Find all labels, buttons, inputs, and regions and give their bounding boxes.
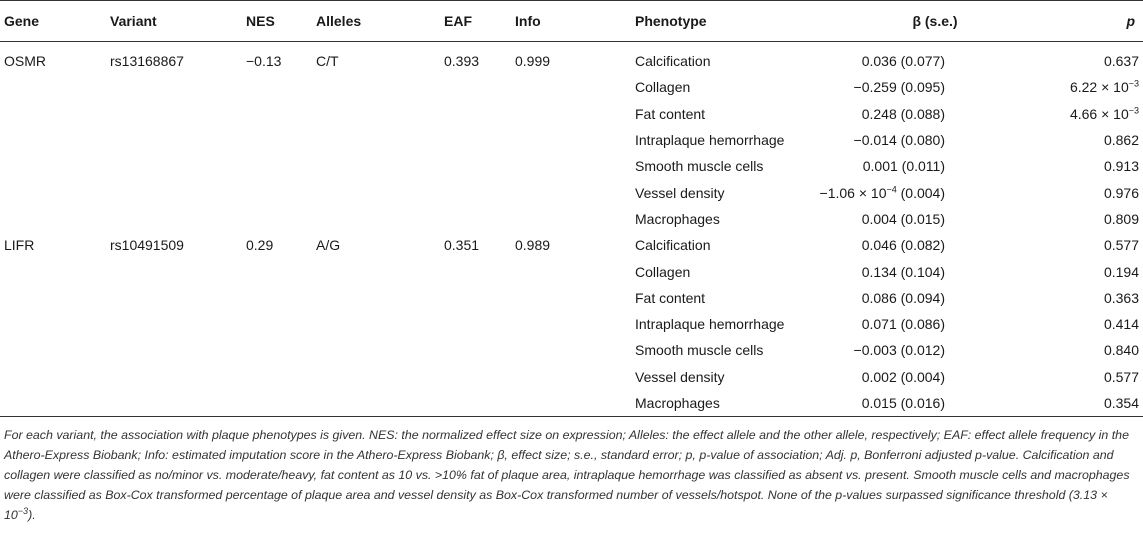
- cell-info: [515, 232, 631, 258]
- cell-alleles: [312, 311, 416, 337]
- cell-gene: [0, 232, 110, 258]
- cell-variant: [110, 101, 226, 127]
- cell-p-text: 0.414: [1103, 316, 1139, 333]
- cell-p-text: 0.577: [1103, 237, 1139, 254]
- cell-p: [1053, 232, 1143, 258]
- footnote-exponent: −3: [17, 506, 29, 517]
- cell-alleles-text: A/G: [316, 237, 341, 254]
- table-row: [0, 179, 1143, 205]
- cell-eaf-text: 0.351: [444, 237, 480, 254]
- cell-phenotype: [631, 74, 813, 100]
- footnote-text: For each variant, the association with plaque phenotypes is given. NES: the normalized effect size on expression; Alleles: the effect allele and the other allele, respectively; EAF: effect allele frequency in the Athero-Express Biobank; Info: estimated imputation score in the Athero-Express Biobank; β, effect size; s.e., standard error; p, p-value of association; Adj. p, Bonferroni adjusted p-value. Calcification and collagen were classified as no/minor vs. moderate/heavy, fat content as 10 vs. >10% fat of plaque area, intraplaque hemorrhage was classified as absent vs. present. Smooth muscle cells and macrophages were classified as Box-Cox transformed percentage of plaque area and vessel density as Box-Cox transformed number of vessels/hotspot. None of the p-values surpassed significance threshold (3.13 × 10: [4, 428, 1130, 523]
- cell-p: [1053, 101, 1143, 127]
- cell-gene: [0, 390, 110, 417]
- cell-gene: [0, 258, 110, 284]
- cell-p-text: 0.577: [1103, 368, 1139, 385]
- cell-alleles: [312, 127, 416, 153]
- cell-eaf: [416, 153, 515, 179]
- cell-beta-tail: (0.004): [896, 184, 945, 201]
- cell-nes: [226, 232, 312, 258]
- cell-alleles: [312, 179, 416, 205]
- cell-phenotype: [631, 127, 813, 153]
- cell-eaf: [416, 364, 515, 390]
- cell-variant: [110, 179, 226, 205]
- cell-beta: [813, 232, 1053, 258]
- cell-eaf: [416, 337, 515, 363]
- cell-nes-text: 0.29: [246, 237, 274, 254]
- table-row: [0, 311, 1143, 337]
- header-eaf: EAF: [416, 1, 515, 42]
- cell-nes: [226, 206, 312, 232]
- cell-alleles: [312, 74, 416, 100]
- cell-beta-text: 0.001 (0.011): [862, 158, 945, 175]
- cell-p-text: 0.637: [1103, 53, 1139, 70]
- table-row: [0, 74, 1143, 100]
- cell-eaf: [416, 74, 515, 100]
- cell-info: [515, 127, 631, 153]
- cell-variant: [110, 258, 226, 284]
- cell-phenotype-text: Calcification: [635, 53, 711, 70]
- cell-info: [515, 337, 631, 363]
- header-gene: Gene: [0, 1, 110, 42]
- table-row: [0, 285, 1143, 311]
- cell-variant-text: rs10491509: [110, 237, 184, 254]
- header-nes: NES: [226, 1, 312, 42]
- cell-beta-text: 0.248 (0.088): [861, 105, 945, 122]
- cell-beta-text: 0.071 (0.086): [861, 316, 945, 333]
- cell-p: [1053, 364, 1143, 390]
- cell-alleles-text: C/T: [316, 53, 339, 70]
- cell-beta: [813, 74, 1053, 100]
- cell-phenotype: [631, 364, 813, 390]
- cell-alleles: [312, 101, 416, 127]
- cell-variant: [110, 153, 226, 179]
- cell-p: [1053, 153, 1143, 179]
- footnote-tail: ).: [28, 508, 36, 523]
- cell-p-exponent: −3: [1128, 78, 1139, 89]
- cell-beta: [813, 42, 1053, 75]
- cell-beta-text: −1.06 × 10: [819, 184, 887, 201]
- table-row: [0, 258, 1143, 284]
- cell-beta: [813, 101, 1053, 127]
- cell-gene: [0, 179, 110, 205]
- cell-variant: [110, 42, 226, 75]
- cell-eaf: [416, 127, 515, 153]
- table-row: [0, 390, 1143, 417]
- cell-phenotype-text: Macrophages: [635, 210, 720, 227]
- cell-gene: [0, 42, 110, 75]
- cell-beta-text: 0.015 (0.016): [861, 395, 945, 411]
- cell-info: [515, 311, 631, 337]
- cell-nes: [226, 101, 312, 127]
- header-p: p: [1053, 1, 1143, 42]
- cell-alleles: [312, 364, 416, 390]
- cell-phenotype: [631, 390, 813, 417]
- cell-gene: [0, 285, 110, 311]
- cell-beta: [813, 364, 1053, 390]
- cell-p: [1053, 206, 1143, 232]
- cell-info: [515, 42, 631, 75]
- cell-eaf: [416, 206, 515, 232]
- cell-phenotype-text: Collagen: [635, 79, 691, 96]
- cell-nes: [226, 364, 312, 390]
- cell-info: [515, 101, 631, 127]
- cell-nes: [226, 153, 312, 179]
- cell-nes: [226, 311, 312, 337]
- cell-nes: [226, 285, 312, 311]
- cell-p: [1053, 127, 1143, 153]
- cell-phenotype: [631, 311, 813, 337]
- table-footnote: [0, 417, 1143, 525]
- cell-p-text: 0.363: [1103, 289, 1139, 306]
- cell-beta: [813, 153, 1053, 179]
- cell-nes: [226, 337, 312, 363]
- header-row: [0, 1, 1143, 42]
- cell-beta-text: 0.134 (0.104): [861, 263, 945, 280]
- table-row: [0, 232, 1143, 258]
- cell-phenotype-text: Collagen: [635, 263, 691, 280]
- cell-gene: [0, 337, 110, 363]
- cell-info: [515, 74, 631, 100]
- cell-phenotype-text: Intraplaque hemorrhage: [635, 316, 785, 333]
- cell-info: [515, 285, 631, 311]
- cell-beta-text: 0.086 (0.094): [861, 289, 945, 306]
- cell-info: [515, 258, 631, 284]
- cell-p-text: 0.840: [1103, 342, 1139, 359]
- cell-p-text: 0.913: [1103, 158, 1139, 175]
- cell-nes: [226, 390, 312, 417]
- cell-phenotype-text: Smooth muscle cells: [635, 342, 764, 359]
- cell-variant: [110, 206, 226, 232]
- cell-eaf: [416, 179, 515, 205]
- cell-beta-text: −0.014 (0.080): [853, 132, 945, 149]
- cell-phenotype: [631, 42, 813, 75]
- cell-phenotype-text: Calcification: [635, 237, 711, 254]
- cell-alleles: [312, 390, 416, 417]
- cell-beta: [813, 206, 1053, 232]
- cell-eaf: [416, 42, 515, 75]
- cell-info-text: 0.999: [515, 53, 551, 70]
- cell-alleles: [312, 232, 416, 258]
- cell-variant-text: rs13168867: [110, 53, 184, 70]
- cell-p: [1053, 179, 1143, 205]
- cell-phenotype: [631, 337, 813, 363]
- cell-nes: [226, 74, 312, 100]
- table-row: [0, 42, 1143, 75]
- table-row: [0, 337, 1143, 363]
- header-variant: Variant: [110, 1, 226, 42]
- cell-variant: [110, 311, 226, 337]
- cell-phenotype-text: Intraplaque hemorrhage: [635, 132, 785, 149]
- cell-variant: [110, 337, 226, 363]
- cell-phenotype-text: Smooth muscle cells: [635, 158, 764, 175]
- cell-p-exponent: −3: [1128, 105, 1139, 116]
- cell-phenotype: [631, 206, 813, 232]
- table-row: [0, 101, 1143, 127]
- cell-nes-text: −0.13: [246, 53, 282, 70]
- cell-eaf: [416, 101, 515, 127]
- cell-beta: [813, 337, 1053, 363]
- cell-beta-text: −0.259 (0.095): [853, 79, 945, 96]
- table-row: [0, 364, 1143, 390]
- cell-phenotype-text: Fat content: [635, 289, 706, 306]
- cell-beta: [813, 390, 1053, 417]
- cell-eaf: [416, 311, 515, 337]
- cell-alleles: [312, 258, 416, 284]
- cell-phenotype-text: Vessel density: [635, 184, 725, 201]
- cell-p: [1053, 337, 1143, 363]
- cell-gene: [0, 311, 110, 337]
- cell-info: [515, 153, 631, 179]
- table-row: [0, 127, 1143, 153]
- cell-p-text: 0.862: [1103, 132, 1139, 149]
- cell-p: [1053, 390, 1143, 417]
- cell-p-text: 0.809: [1103, 210, 1139, 227]
- cell-info: [515, 390, 631, 417]
- cell-phenotype: [631, 285, 813, 311]
- cell-beta-text: 0.036 (0.077): [861, 53, 945, 70]
- cell-beta: [813, 285, 1053, 311]
- cell-variant: [110, 74, 226, 100]
- cell-phenotype: [631, 258, 813, 284]
- cell-info-text: 0.989: [515, 237, 551, 254]
- cell-p: [1053, 42, 1143, 75]
- cell-phenotype: [631, 101, 813, 127]
- cell-gene: [0, 101, 110, 127]
- cell-p-text: 0.976: [1103, 184, 1139, 201]
- cell-beta: [813, 311, 1053, 337]
- cell-p-text: 4.66 × 10: [1069, 105, 1129, 122]
- cell-variant: [110, 390, 226, 417]
- cell-variant: [110, 285, 226, 311]
- cell-gene: [0, 364, 110, 390]
- cell-beta-text: −0.003 (0.012): [853, 342, 945, 359]
- cell-beta: [813, 179, 1053, 205]
- table-row: [0, 153, 1143, 179]
- cell-alleles: [312, 337, 416, 363]
- cell-alleles: [312, 285, 416, 311]
- cell-phenotype: [631, 179, 813, 205]
- cell-alleles: [312, 206, 416, 232]
- cell-alleles: [312, 153, 416, 179]
- cell-info: [515, 206, 631, 232]
- cell-gene: [0, 74, 110, 100]
- cell-p: [1053, 311, 1143, 337]
- cell-nes: [226, 42, 312, 75]
- cell-eaf: [416, 232, 515, 258]
- cell-variant: [110, 364, 226, 390]
- cell-p-text: 0.354: [1103, 395, 1139, 411]
- cell-beta: [813, 258, 1053, 284]
- header-info: Info: [515, 1, 631, 42]
- cell-info: [515, 179, 631, 205]
- cell-eaf-text: 0.393: [444, 53, 480, 70]
- cell-nes: [226, 179, 312, 205]
- cell-variant: [110, 127, 226, 153]
- cell-phenotype: [631, 153, 813, 179]
- header-phenotype: Phenotype: [631, 1, 813, 42]
- cell-eaf: [416, 285, 515, 311]
- cell-p: [1053, 285, 1143, 311]
- cell-p: [1053, 258, 1143, 284]
- header-alleles: Alleles: [312, 1, 416, 42]
- cell-alleles: [312, 42, 416, 75]
- cell-nes: [226, 258, 312, 284]
- cell-p-text: 6.22 × 10: [1069, 79, 1129, 96]
- cell-gene-text: OSMR: [4, 53, 46, 70]
- cell-beta-exponent: −4: [886, 183, 897, 194]
- cell-eaf: [416, 390, 515, 417]
- cell-nes: [226, 127, 312, 153]
- cell-phenotype-text: Vessel density: [635, 368, 725, 385]
- header-beta: β (s.e.): [813, 1, 1053, 42]
- cell-p: [1053, 74, 1143, 100]
- cell-gene: [0, 206, 110, 232]
- cell-beta-text: 0.002 (0.004): [861, 368, 945, 385]
- cell-info: [515, 364, 631, 390]
- cell-variant: [110, 232, 226, 258]
- cell-eaf: [416, 258, 515, 284]
- table-row: [0, 206, 1143, 232]
- cell-phenotype: [631, 232, 813, 258]
- cell-beta: [813, 127, 1053, 153]
- cell-phenotype-text: Fat content: [635, 105, 706, 122]
- cell-gene: [0, 127, 110, 153]
- cell-gene: [0, 153, 110, 179]
- cell-p-text: 0.194: [1103, 263, 1139, 280]
- cell-gene-text: LIFR: [4, 237, 35, 254]
- cell-beta-text: 0.046 (0.082): [861, 237, 945, 254]
- cell-phenotype-text: Macrophages: [635, 395, 720, 411]
- cell-beta-text: 0.004 (0.015): [861, 210, 945, 227]
